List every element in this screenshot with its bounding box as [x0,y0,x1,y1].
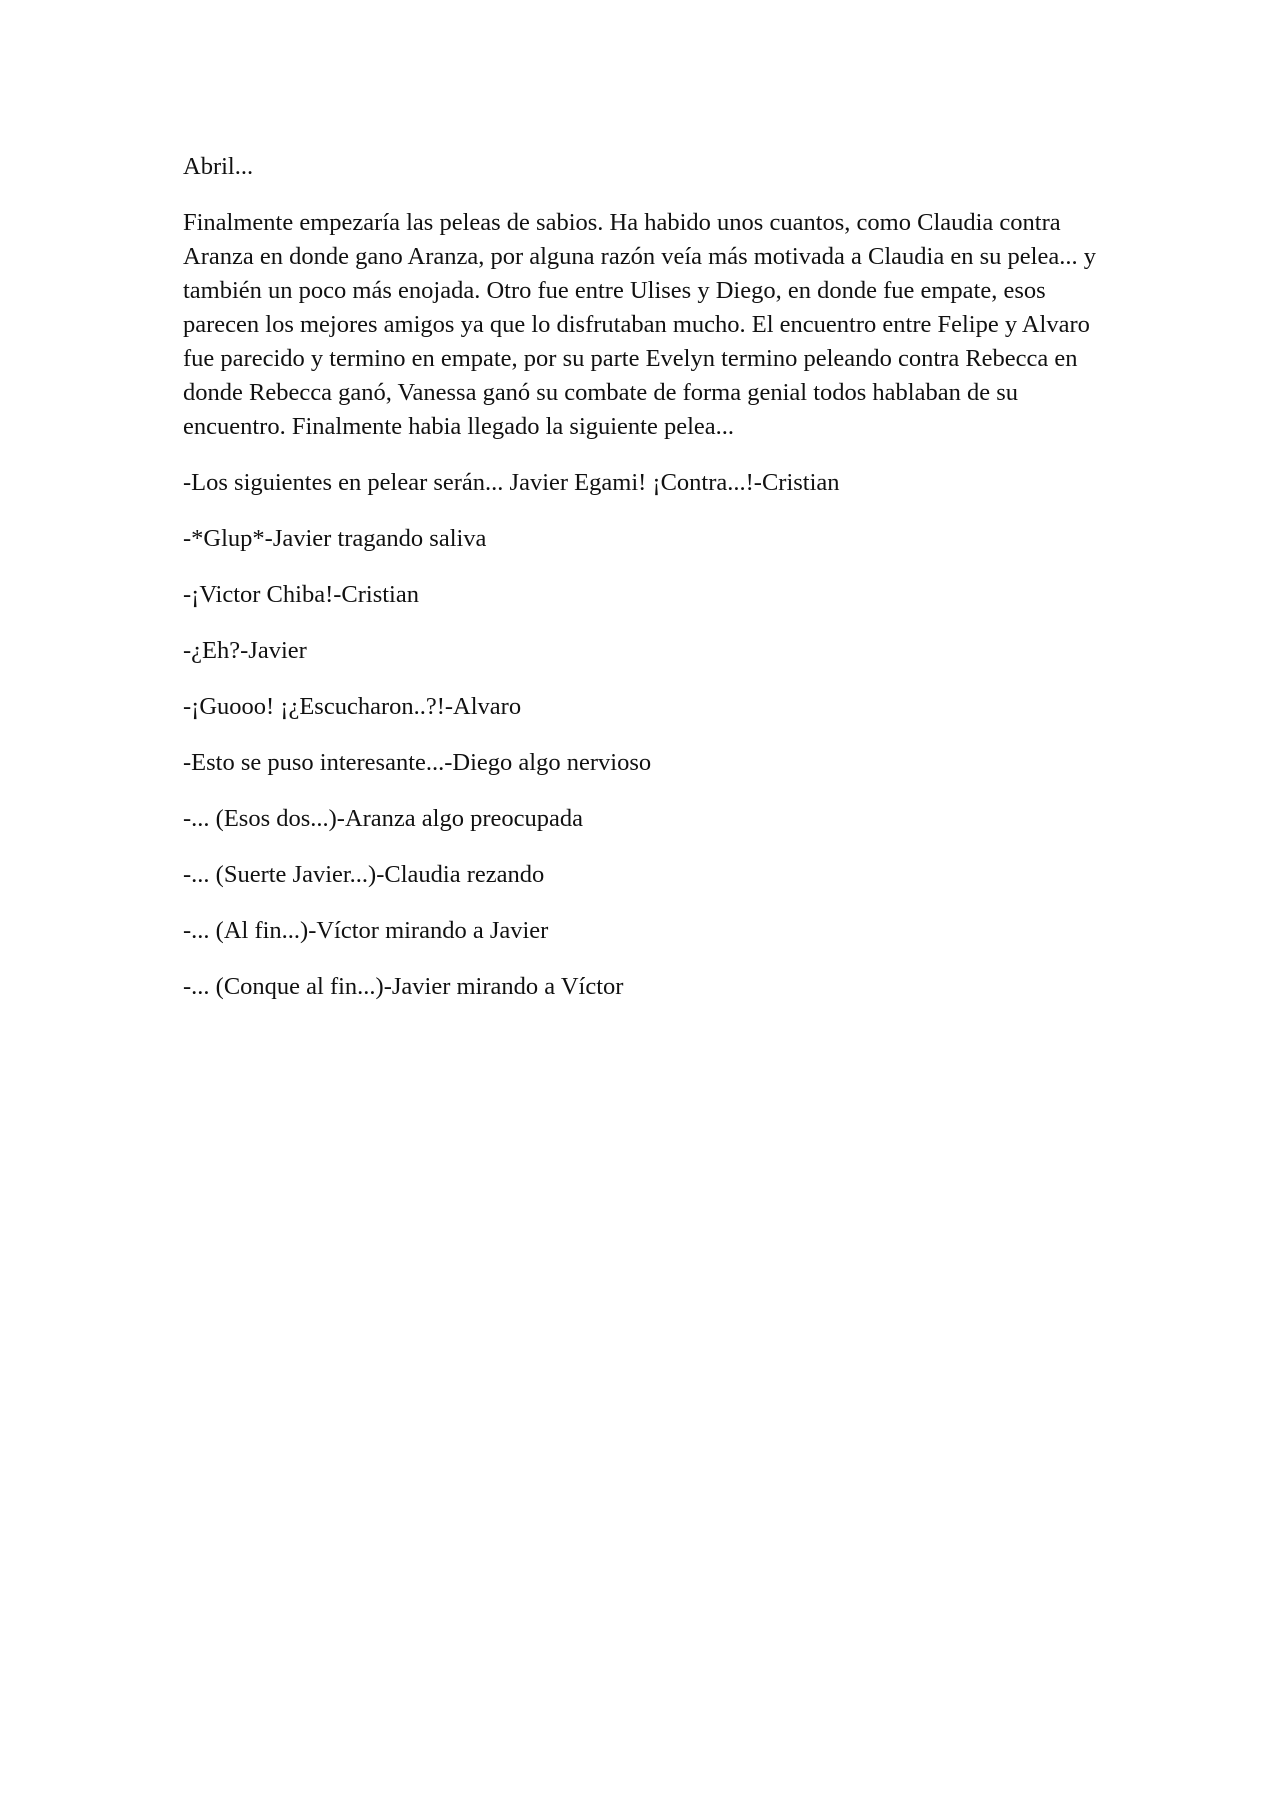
dialogue-line: -... (Suerte Javier...)-Claudia rezando [183,861,545,888]
dialogue-line: -¡Guooo! ¡¿Escucharon..?!-Alvaro [183,693,522,720]
dialogue-line: -... (Esos dos...)-Aranza algo preocupada [183,805,584,832]
document-heading: Abril... [183,153,254,180]
dialogue-line: -Esto se puso interesante...-Diego algo nervioso [183,749,652,776]
dialogue-line: -¡Victor Chiba!-Cristian [183,581,419,608]
dialogue-line: -Los siguientes en pelear serán... Javier Egami! ¡Contra...!-Cristian [183,469,840,496]
dialogue-line: -*Glup*-Javier tragando saliva [183,525,487,552]
dialogue-line: -... (Conque al fin...)-Javier mirando a Víctor [183,973,624,1000]
dialogue-line: -¿Eh?-Javier [183,637,307,664]
document-body [183,150,1103,1026]
paragraph-narration: Finalmente empezaría las peleas de sabios. Ha habido unos cuantos, como Claudia contra Aranza en donde gano Aranza, por alguna razón veía más motivada a Claudia en su pelea... y también un poco más enojada. Otro fue entre Ulises y Diego, en donde fue empate, esos parecen los mejores amigos ya que lo disfrutaban mucho. El encuentro entre Felipe y Alvaro fue parecido y termino en empate, por su parte Evelyn termino peleando contra Rebecca en donde Rebecca ganó, Vanessa ganó su combate de forma genial todos hablaban de su encuentro. Finalmente habia llegado la siguiente pelea... [183,209,1096,440]
dialogue-line: -... (Al fin...)-Víctor mirando a Javier [183,917,549,944]
